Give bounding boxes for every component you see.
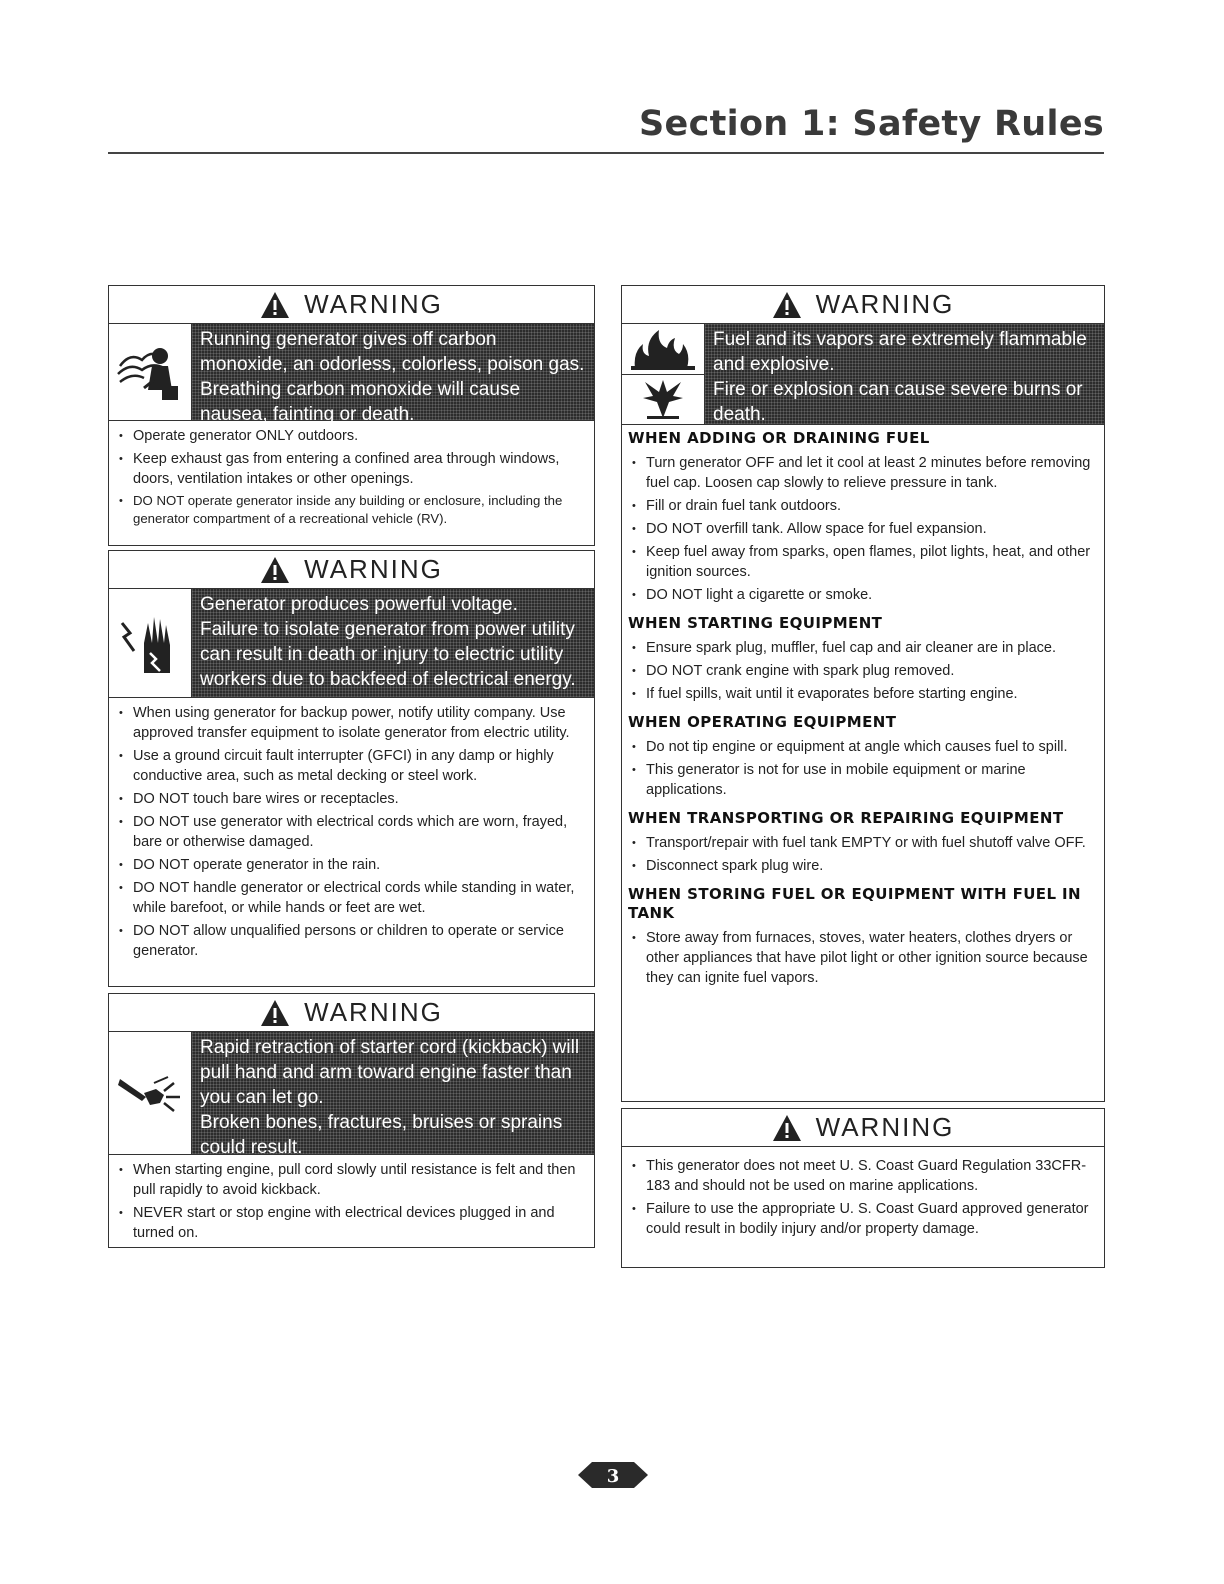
page-number-badge [578, 1458, 648, 1492]
list-item: • Store away from furnaces, stoves, water heaters, clothes dryers or other appliances that have pilot light or other ignition source because they can ignite fuel vapors. [646, 928, 1094, 988]
list-item: • DO NOT touch bare wires or receptacles. [133, 789, 584, 809]
list-item: • Turn generator OFF and let it cool at least 2 minutes before removing fuel cap. Loosen cap slowly to relieve pressure in tank. [646, 453, 1094, 493]
safety-list [622, 828, 1104, 881]
safety-list [622, 1147, 1104, 1248]
section-heading: WHEN TRANSPORTING OR REPAIRING EQUIPMENT [628, 809, 1064, 827]
warning-label: WARNING [304, 997, 443, 1027]
list-item: • DO NOT crank engine with spark plug removed. [646, 661, 1094, 681]
list-item: • Failure to use the appropriate U. S. Coast Guard approved generator could result in bodily injury and/or property damage. [646, 1199, 1094, 1239]
warning-header [622, 1109, 1104, 1147]
safety-list [622, 448, 1104, 610]
hazard-pictogram [109, 1032, 192, 1154]
flammable-fire-icon [627, 328, 699, 370]
explosion-icon [627, 378, 699, 420]
safety-list [109, 1155, 594, 1252]
hazard-panel [109, 589, 594, 698]
warning-voltage [108, 550, 595, 987]
warning-carbon-monoxide [108, 285, 595, 546]
warning-label: WARNING [304, 289, 443, 319]
list-item: • Fill or drain fuel tank outdoors. [646, 496, 1094, 516]
starter-kickback-icon [114, 1063, 186, 1123]
warning-triangle-icon [260, 556, 290, 584]
warning-triangle-icon [772, 291, 802, 319]
safety-list [622, 633, 1104, 709]
warning-header [109, 994, 594, 1032]
page-number: 3 [606, 1466, 620, 1487]
list-item: • Keep exhaust gas from entering a confined area through windows, doors, ventilation intakes or other openings. [133, 449, 584, 489]
list-item: • DO NOT operate generator in the rain. [133, 855, 584, 875]
list-item: • When starting engine, pull cord slowly until resistance is felt and then pull rapidly to avoid kickback. [133, 1160, 584, 1200]
hazard-message: Fuel and its vapors are extremely flammable and explosive. Fire or explosion can cause severe burns or death. [705, 324, 1104, 424]
list-item: • DO NOT light a cigarette or smoke. [646, 585, 1094, 605]
list-item: • This generator does not meet U. S. Coast Guard Regulation 33CFR-183 and should not be used on marine applications. [646, 1156, 1094, 1196]
warning-label: WARNING [815, 289, 955, 319]
list-item: • DO NOT use generator with electrical cords which are worn, frayed, bare or otherwise damaged. [133, 812, 584, 852]
safety-list [622, 732, 1104, 805]
warning-marine [621, 1108, 1105, 1268]
list-item: • DO NOT allow unqualified persons or children to operate or service generator. [133, 921, 584, 961]
list-item: • Use a ground circuit fault interrupter (GFCI) in any damp or highly conductive area, such as metal decking or steel work. [133, 746, 584, 786]
safety-list [109, 698, 594, 970]
title-divider [108, 152, 1104, 154]
safety-list [109, 421, 594, 537]
carbon-monoxide-poison-icon [114, 336, 186, 408]
list-item: • NEVER start or stop engine with electrical devices plugged in and turned on. [133, 1203, 584, 1243]
list-item: • DO NOT operate generator inside any building or enclosure, including the generator compartment of a recreational vehicle (RV). [133, 492, 584, 528]
section-heading: WHEN OPERATING EQUIPMENT [628, 713, 897, 731]
hazard-panel [109, 324, 594, 425]
warning-triangle-icon [260, 999, 290, 1027]
warning-header [622, 286, 1104, 324]
warning-triangle-icon [772, 1114, 802, 1142]
hazard-message: Generator produces powerful voltage. Failure to isolate generator from power utility can result in death or injury to electric utility workers due to backfeed of electrical energy. [192, 589, 594, 697]
warning-label: WARNING [815, 1112, 955, 1142]
hazard-panel [622, 324, 1104, 425]
list-item: • This generator is not for use in mobile equipment or marine applications. [646, 760, 1094, 800]
hazard-message: Running generator gives off carbon monoxide, an odorless, colorless, poison gas. Breathing carbon monoxide will cause nausea, fainting or death. [192, 324, 594, 420]
fuel-guidelines [622, 425, 1104, 993]
hazard-message: Rapid retraction of starter cord (kickback) will pull hand and arm toward engine faster than you can let go. Broken bones, fractures, bruises or sprains could result. [192, 1032, 594, 1154]
electric-shock-icon [114, 603, 186, 683]
warning-triangle-icon [260, 291, 290, 319]
list-item: • Transport/repair with fuel tank EMPTY or with fuel shutoff valve OFF. [646, 833, 1094, 853]
hazard-panel [109, 1032, 594, 1158]
list-item: • Disconnect spark plug wire. [646, 856, 1094, 876]
hazard-pictogram [109, 324, 192, 420]
list-item: • Operate generator ONLY outdoors. [133, 426, 584, 446]
list-item: • Ensure spark plug, muffler, fuel cap and air cleaner are in place. [646, 638, 1094, 658]
section-heading: WHEN STORING FUEL OR EQUIPMENT WITH FUEL IN TANK [628, 885, 1081, 922]
warning-kickback [108, 993, 595, 1248]
list-item: • DO NOT handle generator or electrical cords while standing in water, while barefoot, or while hands or feet are wet. [133, 878, 584, 918]
page-title: Section 1: Safety Rules [639, 104, 1104, 144]
list-item: • When using generator for backup power, notify utility company. Use approved transfer equipment to isolate generator from electric utility. [133, 703, 584, 743]
warning-header [109, 551, 594, 589]
warning-header [109, 286, 594, 324]
warning-fuel [621, 285, 1105, 1102]
hazard-pictogram [622, 324, 705, 424]
warning-label: WARNING [304, 554, 443, 584]
list-item: • If fuel spills, wait until it evaporates before starting engine. [646, 684, 1094, 704]
list-item: • Do not tip engine or equipment at angle which causes fuel to spill. [646, 737, 1094, 757]
list-item: • Keep fuel away from sparks, open flames, pilot lights, heat, and other ignition sources. [646, 542, 1094, 582]
safety-list [622, 923, 1104, 993]
list-item: • DO NOT overfill tank. Allow space for fuel expansion. [646, 519, 1094, 539]
hazard-pictogram [109, 589, 192, 697]
section-heading: WHEN STARTING EQUIPMENT [628, 614, 883, 632]
section-heading: WHEN ADDING OR DRAINING FUEL [628, 429, 930, 447]
